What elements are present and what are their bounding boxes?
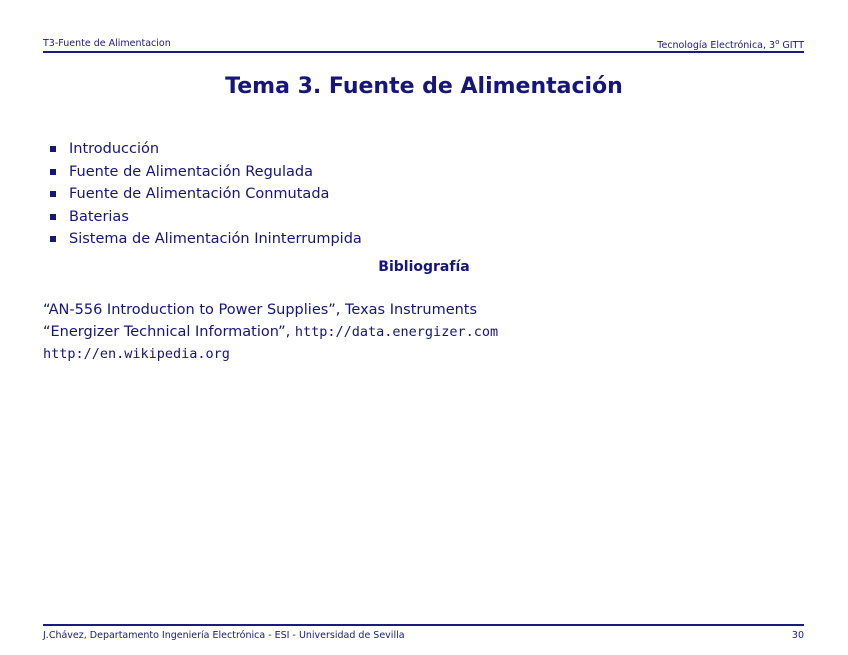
- header-subject-suffix: GITT: [779, 40, 804, 51]
- square-bullet-icon: [50, 191, 56, 197]
- topic-label: Fuente de Alimentación Regulada: [69, 163, 313, 180]
- square-bullet-icon: [50, 236, 56, 242]
- topic-item: [50, 206, 362, 229]
- reference-url-link[interactable]: http://en.wikipedia.org: [43, 346, 230, 362]
- reference-line: [43, 321, 498, 343]
- topic-label: Fuente de Alimentación Conmutada: [69, 186, 330, 202]
- square-bullet-icon: [50, 169, 56, 175]
- topic-label: Introducción: [69, 141, 160, 157]
- header-course-label: T3-Fuente de Alimentacion: [43, 38, 171, 49]
- header-subject-superscript: o: [775, 38, 780, 46]
- slide-title: Tema 3. Fuente de Alimentación: [225, 74, 623, 99]
- page-number: 30: [791, 630, 804, 641]
- header-divider: [43, 51, 804, 53]
- topic-label: Sistema de Alimentación Ininterrumpida: [69, 231, 362, 247]
- topic-item: [50, 228, 362, 251]
- square-bullet-icon: [50, 214, 56, 220]
- footer-author-label: J.Chávez, Departamento Ingeniería Electrónica - ESI - Universidad de Sevilla: [43, 630, 405, 641]
- topic-list: [50, 138, 362, 251]
- bibliography-heading: Bibliografía: [378, 259, 470, 275]
- footer-divider: [43, 624, 804, 626]
- reference-text: “Energizer Technical Information”,: [43, 324, 291, 340]
- topic-label: Baterias: [69, 208, 129, 225]
- header-subject-prefix: Tecnología Electrónica, 3: [657, 40, 776, 51]
- reference-text: “AN-556 Introduction to Power Supplies”, Texas Instruments: [43, 302, 478, 318]
- reference-line: [43, 299, 498, 321]
- square-bullet-icon: [50, 146, 56, 152]
- bibliography-list: [43, 299, 498, 365]
- reference-url-link[interactable]: http://data.energizer.com: [294, 324, 499, 340]
- topic-item: [50, 161, 362, 184]
- topic-item: [50, 138, 362, 161]
- reference-line: [43, 343, 498, 365]
- topic-item: [50, 183, 362, 206]
- header-subject-label: [657, 38, 804, 51]
